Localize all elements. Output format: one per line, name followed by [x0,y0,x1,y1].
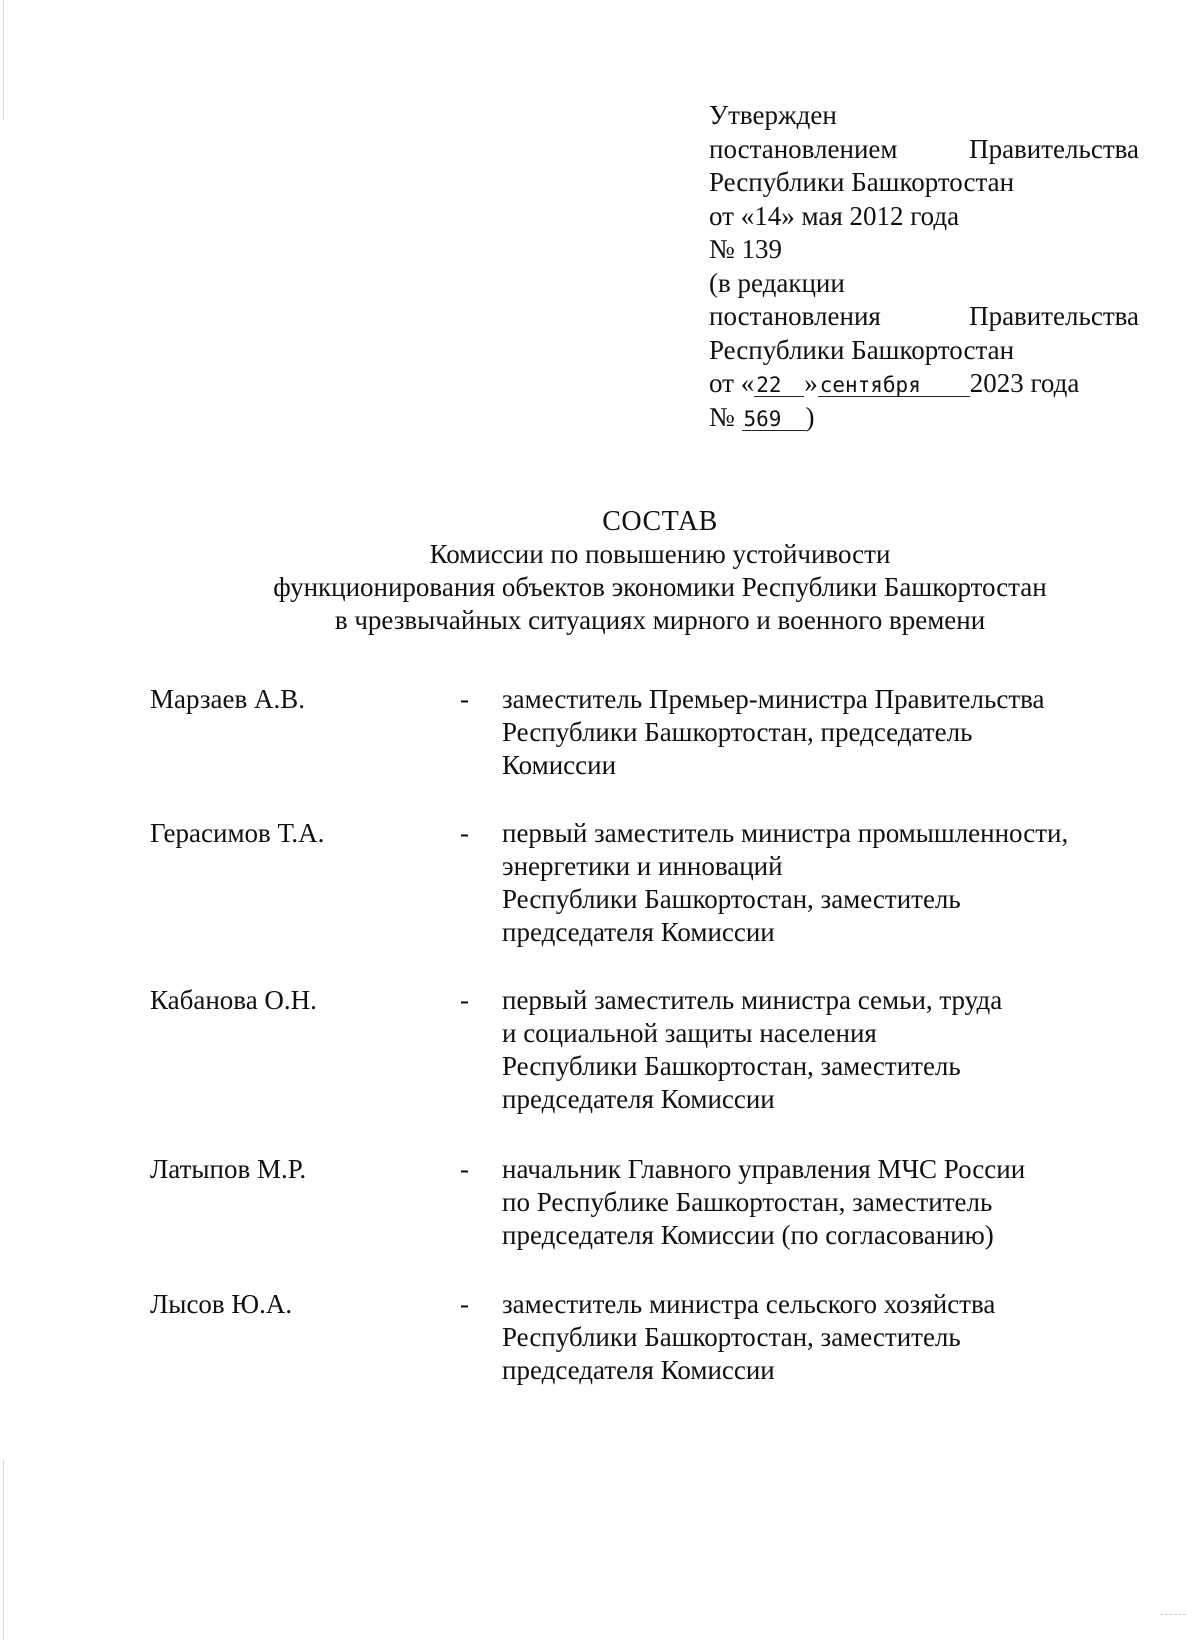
approval-number-suffix: ) [805,401,815,432]
approval-block [709,99,1139,434]
document-title-block [150,505,1170,637]
member-role-line: начальник Главного управления МЧС России [502,1154,1026,1184]
member-role-line: и социальной защиты населения [502,1018,877,1048]
member-role-line: председателя Комиссии [502,1355,775,1385]
approval-word: постановления [709,301,881,331]
approval-word: Правительства [969,133,1139,164]
member-name: Кабанова О.Н. [150,985,317,1015]
member-role-line: Комиссии [502,750,617,780]
member-dash: - [460,1154,469,1184]
member-role [502,683,1162,782]
member-role-line: Республики Башкортостан, председатель [502,717,973,747]
member-role [502,984,1162,1116]
approval-date-prefix: от « [709,368,755,398]
member-name: Лысов Ю.А. [150,1289,293,1319]
approval-word: Правительства [969,301,1139,331]
scan-edge-artifact [3,0,4,120]
member-role-line: первый заместитель министра промышленности, [502,818,1069,848]
member-role [502,817,1162,949]
member-role-line: первый заместитель министра семьи, труда [502,985,1003,1015]
member-role-line: заместитель министра сельского хозяйства [502,1289,996,1319]
approval-line: № 139 [709,234,783,264]
member-dash: - [460,684,469,714]
approval-date-mid: » [804,368,818,398]
approval-line: (в редакции [709,267,845,298]
member-role [502,1153,1162,1252]
approval-number-prefix: № [709,401,735,432]
member-role-line: по Республике Башкортостан, заместитель [502,1187,993,1217]
member-name: Латыпов М.Р. [150,1154,307,1184]
member-dash: - [460,1289,469,1319]
member-role-line: председателя Комиссии [502,1084,775,1114]
document-subtitle-line: Комиссии по повышению устойчивости [429,539,891,569]
approval-line: от «14» мая 2012 года [709,200,960,231]
approval-date-day: 22 [754,374,804,397]
approval-line: Республики Башкортостан [709,334,1015,365]
scan-dash-artifact [1160,1614,1186,1616]
member-role-line: энергетики и инноваций [502,851,783,881]
approval-line: Республики Башкортостан [709,167,1015,197]
approval-line [709,133,1139,167]
member-name: Герасимов Т.А. [150,818,325,848]
member-role-line: Республики Башкортостан, заместитель [502,884,961,914]
document-subtitle-line: функционирования объектов экономики Республики Башкортостан [273,572,1047,602]
approval-date-suffix: 2023 года [969,368,1080,398]
approval-word: постановлением [709,133,898,164]
document-subtitle-line: в чрезвычайных ситуациях мирного и военного времени [334,605,986,635]
member-role [502,1288,1162,1387]
member-dash: - [460,818,469,848]
member-role-line: заместитель Премьер-министра Правительства [502,684,1045,714]
approval-number-value: 569 [742,408,806,431]
approval-line [709,300,1139,334]
member-dash: - [460,985,469,1015]
scan-edge-artifact [3,1460,4,1640]
member-role-line: Республики Башкортостан, заместитель [502,1051,961,1081]
member-role-line: Республики Башкортостан, заместитель [502,1322,961,1352]
document-title: СОСТАВ [602,506,718,537]
member-role-line: председателя Комиссии [502,917,775,947]
approval-date-month: сентября [818,374,970,397]
approval-number-line [709,401,1139,435]
member-role-line: председателя Комиссии (по согласованию) [502,1220,994,1250]
member-name: Марзаев А.В. [150,684,305,714]
approval-date-line [709,367,1139,401]
approval-line: Утвержден [709,100,837,130]
